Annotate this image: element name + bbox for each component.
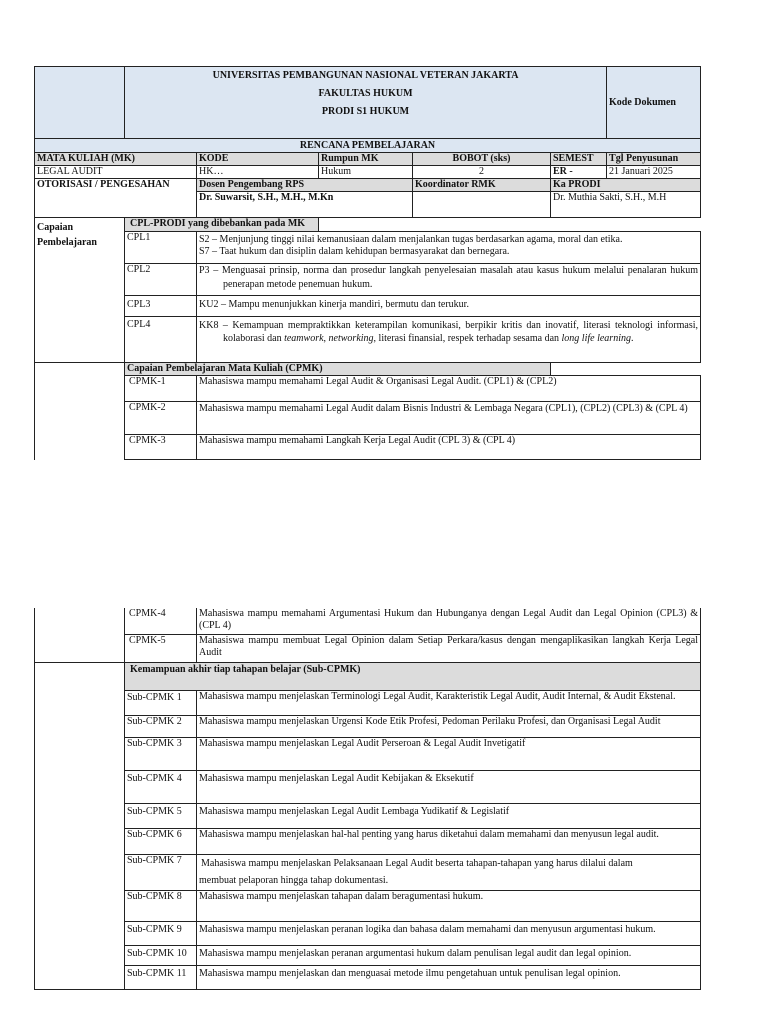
sub-cpmk-text: Mahasiswa mampu menjelaskan hal-hal penting yang harus diketahui dalam memahami dan menyusun legal audit. — [197, 828, 701, 854]
cpmk-text: Mahasiswa mampu memahami Langkah Kerja Legal Audit (CPL 3) & (CPL 4) — [197, 435, 701, 460]
semester-value: ER - — [551, 166, 607, 179]
rencana-pembelajaran-title: RENCANA PEMBELAJARAN — [35, 139, 701, 153]
program-name: PRODI S1 HUKUM — [321, 106, 410, 117]
bobot-header: BOBOT (sks) — [413, 153, 551, 166]
cpmk-code: CPMK-4 — [125, 608, 197, 634]
mk-header: MATA KULIAH (MK) — [35, 153, 197, 166]
cpl-text: P3 – Menguasai prinsip, norma dan prosedur langkah penyelesaian masalah atau kasus hukum melalui penalaran hukum penerapan metode penemuan hukum. — [197, 264, 701, 296]
semester-header: SEMEST — [551, 153, 607, 166]
kode-header: KODE — [197, 153, 319, 166]
tgl-header: Tgl Penyusunan — [607, 153, 701, 166]
cpmk-code: CPMK-1 — [125, 376, 197, 402]
cpl-text: S2 – Menjunjung tinggi nilai kemanusiaan dalam menjalankan tugas berdasarkan agama, moral dan etika. S7 – Taat hukum dan disiplin dalam kehidupan bermasyarakat dan bernegara. — [197, 232, 701, 264]
sub-cpmk-text: Mahasiswa mampu menjelaskan tahapan dalam beragumentasi hukum. — [197, 890, 701, 921]
sub-cpmk-code: Sub-CPMK 3 — [125, 737, 197, 770]
mk-value: LEGAL AUDIT — [35, 166, 197, 179]
kaprodi-value: Dr. Muthia Sakti, S.H., M.H — [551, 192, 701, 218]
sub-cpmk-text: Mahasiswa mampu menjelaskan Legal Audit Lembaga Yudikatif & Legislatif — [197, 803, 701, 828]
cpl-text: KU2 – Mampu menunjukkan kinerja mandiri, bermutu dan terukur. — [197, 296, 701, 317]
sub-cpmk-text: Mahasiswa mampu menjelaskan peranan logika dan bahasa dalam memahami dan menyusun argumentasi hukum. — [197, 921, 701, 945]
cpmk-code: CPMK-3 — [125, 435, 197, 460]
cpmk-code: CPMK-2 — [125, 402, 197, 435]
dosen-value: Dr. Suwarsit, S.H., M.H., M.Kn — [197, 192, 413, 218]
cpmk-header: Capaian Pembelajaran Mata Kuliah (CPMK) — [125, 363, 551, 376]
sub-cpmk-text: Mahasiswa mampu menjelaskan Terminologi Legal Audit, Karakteristik Legal Audit, Audit Internal, & Audit Ekstenal. — [197, 690, 701, 715]
cpl-code: CPL4 — [125, 317, 197, 363]
sub-cpmk-code: Sub-CPMK 11 — [125, 965, 197, 989]
kode-dokumen-label: Kode Dokumen — [607, 67, 701, 139]
sub-cpmk-header: Kemampuan akhir tiap tahapan belajar (Sub-CPMK) — [125, 662, 701, 690]
bobot-value: 2 — [413, 166, 551, 179]
sub-cpmk-code: Sub-CPMK 2 — [125, 715, 197, 737]
rps-table-part2 — [34, 608, 701, 990]
sub-cpmk-code: Sub-CPMK 5 — [125, 803, 197, 828]
cpmk-code: CPMK-5 — [125, 634, 197, 662]
rps-table-part1 — [34, 66, 701, 460]
cpl-code: CPL2 — [125, 264, 197, 296]
rumpun-value: Hukum — [319, 166, 413, 179]
cpmk-text: Mahasiswa mampu memahami Argumentasi Hukum dan Hubunganya dengan Legal Audit dan Legal Opinion (CPL3) & (CPL 4) — [197, 608, 701, 634]
faculty-name: FAKULTAS HUKUM — [318, 88, 413, 99]
cpmk-text: Mahasiswa mampu membuat Legal Opinion dalam Setiap Perkara/kasus dengan mengaplikasikan langkah Kerja Legal Audit — [197, 634, 701, 662]
sub-cpmk-code: Sub-CPMK 8 — [125, 890, 197, 921]
institution-header — [125, 67, 607, 139]
university-name: UNIVERSITAS PEMBANGUNAN NASIONAL VETERAN JAKARTA — [212, 70, 519, 81]
capaian-pembelajaran-label: Capaian Pembelajaran — [35, 218, 125, 363]
dosen-header: Dosen Pengembang RPS — [197, 179, 413, 192]
cpl-text: KK8 – Kemampuan mempraktikkan keterampilan komunikasi, berpikir kritis dan inovatif, literasi teknologi informasi, kolaborasi dan teamwork, networking, literasi finansial, respek terhadap sesama dan long life learning. — [197, 317, 701, 363]
cpl-prodi-header: CPL-PRODI yang dibebankan pada MK — [125, 218, 319, 232]
sub-cpmk-code: Sub-CPMK 7 — [125, 854, 197, 890]
tgl-value: 21 Januari 2025 — [607, 166, 701, 179]
koordinator-value — [413, 192, 551, 218]
koordinator-header: Koordinator RMK — [413, 179, 551, 192]
sub-cpmk-code: Sub-CPMK 10 — [125, 945, 197, 965]
rumpun-header: Rumpun MK — [319, 153, 413, 166]
cpmk-text: Mahasiswa mampu memahami Legal Audit & Organisasi Legal Audit. (CPL1) & (CPL2) — [197, 376, 701, 402]
sub-cpmk-text: Mahasiswa mampu menjelaskan peranan argumentasi hukum dalam penulisan legal audit dan legal opinion. — [197, 945, 701, 965]
sub-cpmk-code: Sub-CPMK 4 — [125, 770, 197, 803]
logo-cell — [35, 67, 125, 139]
cpmk-text: Mahasiswa mampu memahami Legal Audit dalam Bisnis Industri & Lembaga Negara (CPL1), (CPL2) (CPL3) & (CPL 4) — [197, 402, 701, 435]
sub-cpmk-code: Sub-CPMK 9 — [125, 921, 197, 945]
cpl-code: CPL3 — [125, 296, 197, 317]
sub-cpmk-text: Mahasiswa mampu menjelaskan Urgensi Kode Etik Profesi, Pedoman Perilaku Profesi, dan Organisasi Legal Audit — [197, 715, 701, 737]
otorisasi-label: OTORISASI / PENGESAHAN — [35, 179, 197, 218]
sub-cpmk-code: Sub-CPMK 6 — [125, 828, 197, 854]
sub-cpmk-text: Mahasiswa mampu menjelaskan dan menguasai metode ilmu pengetahuan untuk penulisan legal opinion. — [197, 965, 701, 989]
sub-cpmk-code: Sub-CPMK 1 — [125, 690, 197, 715]
sub-cpmk-text: Mahasiswa mampu menjelaskan Legal Audit Perseroan & Legal Audit Invetigatif — [197, 737, 701, 770]
kode-value: HK… — [197, 166, 319, 179]
kaprodi-header: Ka PRODI — [551, 179, 701, 192]
sub-cpmk-text: Mahasiswa mampu menjelaskan Legal Audit Kebijakan & Eksekutif — [197, 770, 701, 803]
sub-cpmk-text: Mahasiswa mampu menjelaskan Pelaksanaan Legal Audit beserta tahapan-tahapan yang harus dilalui dalam membuat pelaporan hingga tahap dokumentasi. — [197, 854, 701, 890]
cpl-code: CPL1 — [125, 232, 197, 264]
